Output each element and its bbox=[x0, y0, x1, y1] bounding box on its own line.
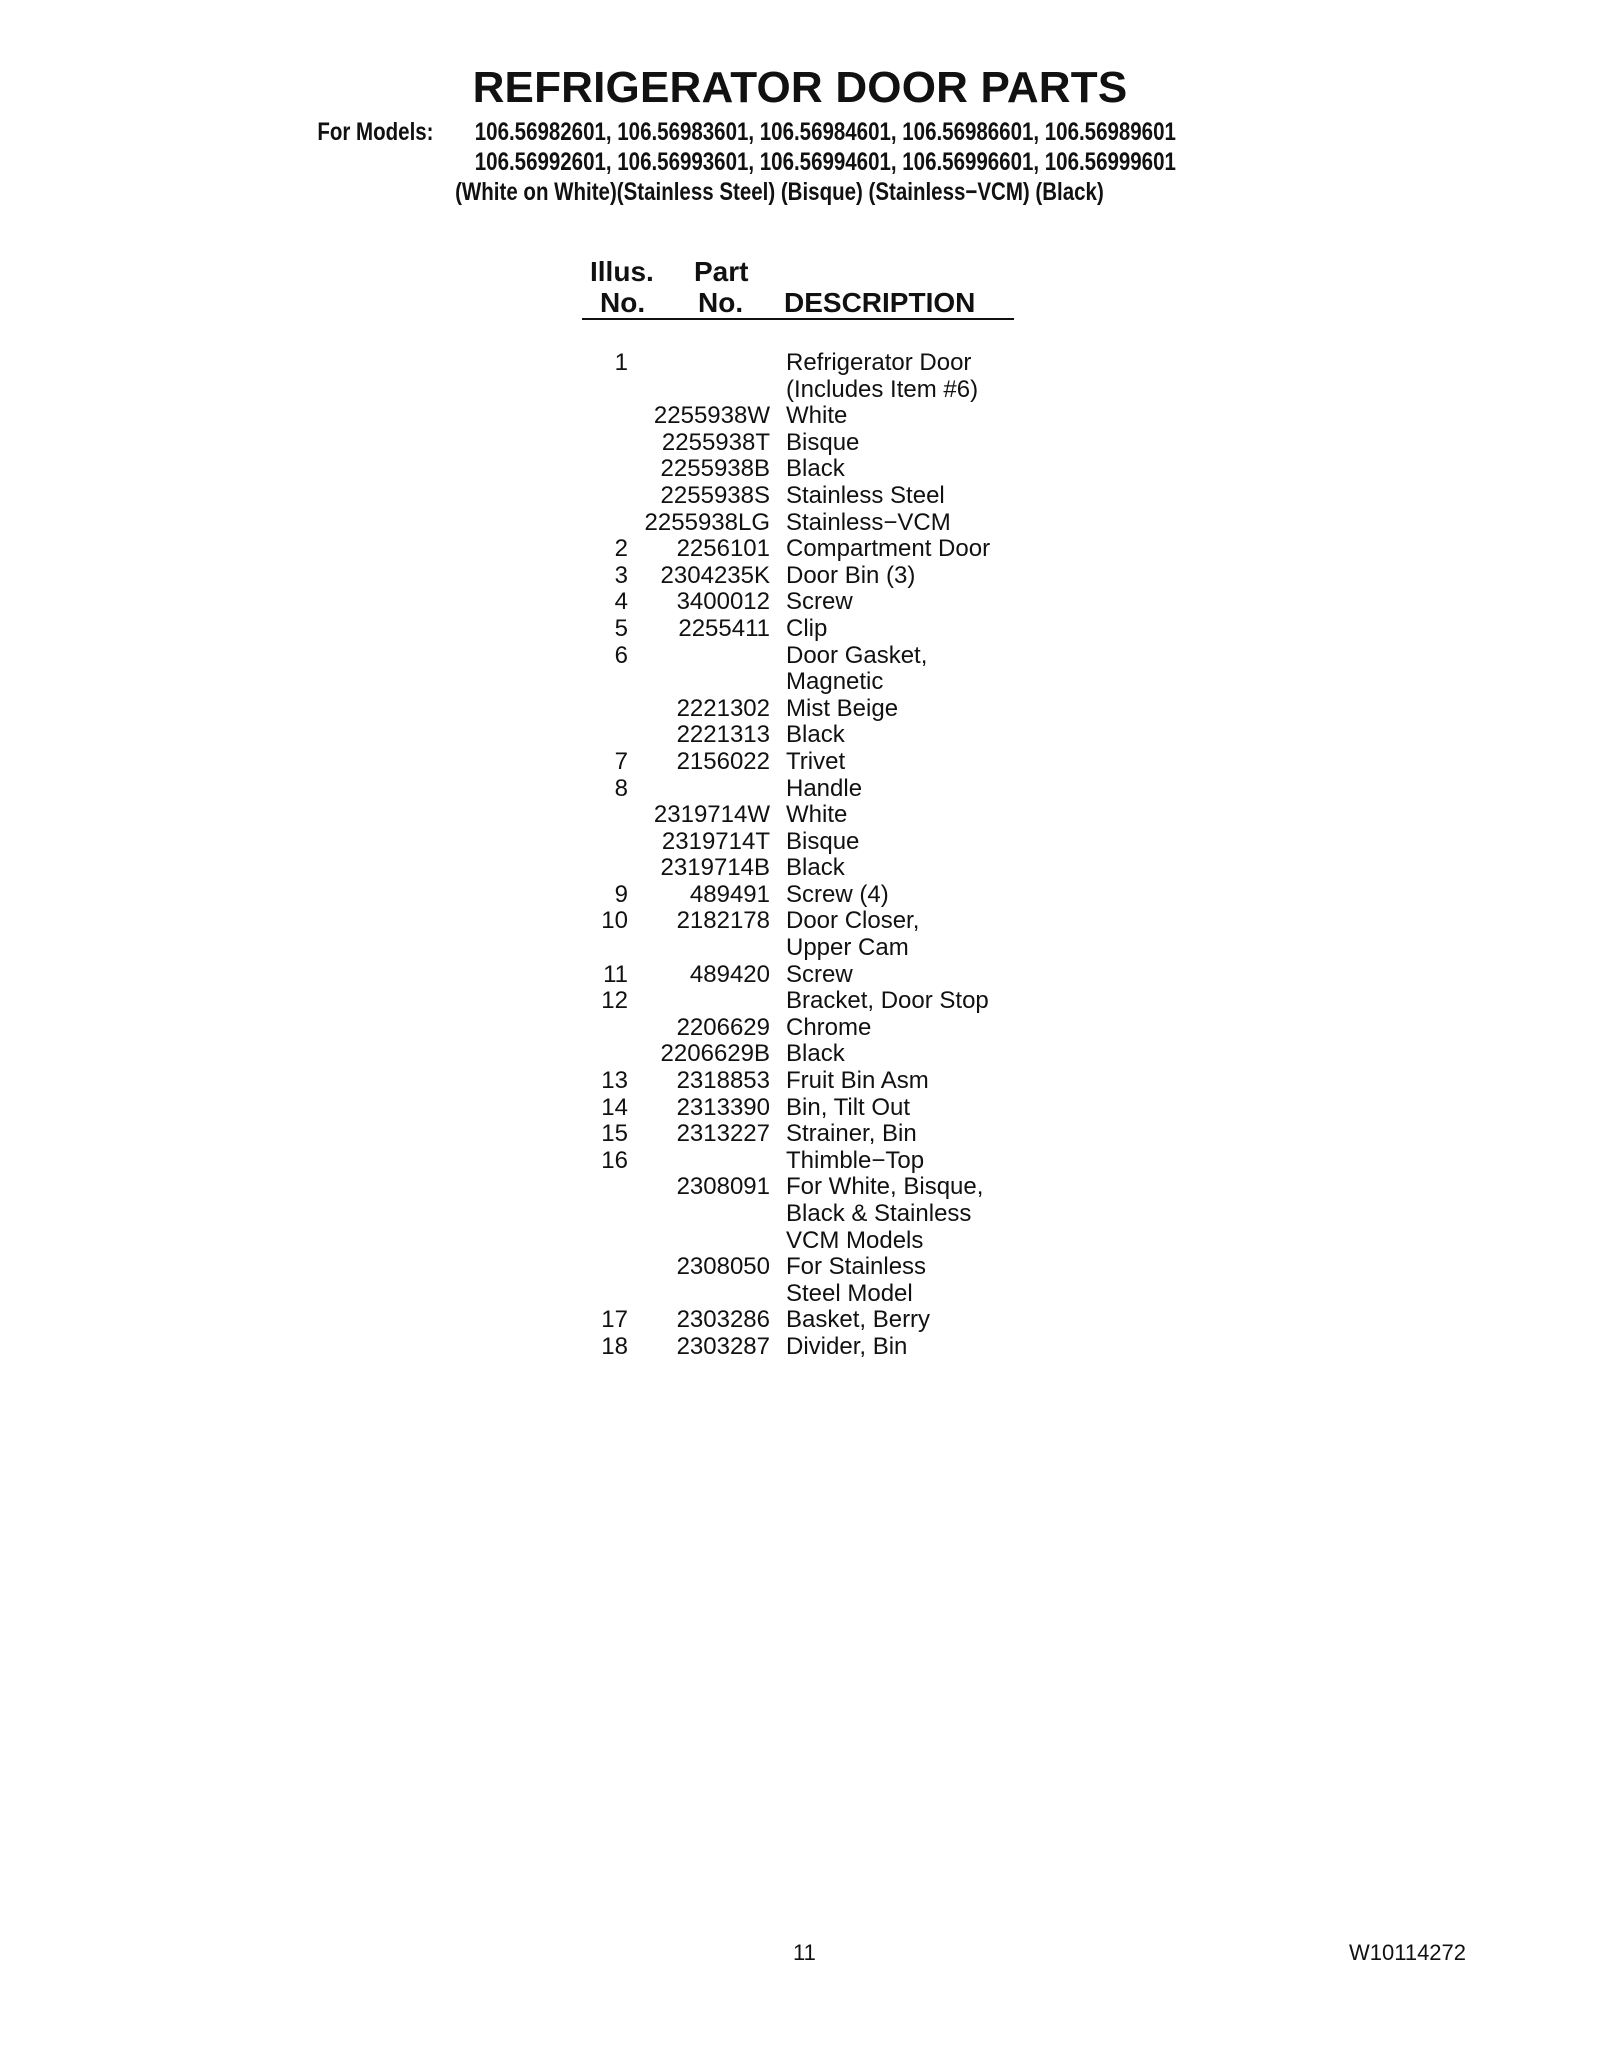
parts-row bbox=[0, 935, 1600, 962]
part-description: Magnetic bbox=[786, 668, 884, 696]
part-description: Screw bbox=[786, 960, 853, 988]
part-header-line-2: No. bbox=[698, 287, 744, 318]
illus-number: 16 bbox=[601, 1146, 628, 1174]
part-number: 2318853 bbox=[676, 1067, 770, 1095]
part-number: 489420 bbox=[689, 960, 770, 988]
parts-row bbox=[0, 1228, 1600, 1255]
part-description: Bisque bbox=[786, 428, 860, 456]
header-rule bbox=[582, 318, 1014, 320]
parts-row bbox=[0, 403, 1600, 430]
part-description: Bisque bbox=[786, 827, 860, 855]
illus-number: 1 bbox=[614, 349, 628, 376]
parts-row bbox=[0, 589, 1600, 616]
part-number: 2206629B bbox=[660, 1040, 770, 1068]
page-number: 11 bbox=[793, 1940, 816, 1965]
parts-row bbox=[0, 1148, 1600, 1175]
parts-list bbox=[0, 350, 1600, 1361]
illus-number: 11 bbox=[603, 960, 628, 988]
part-number: 2255411 bbox=[678, 614, 770, 642]
part-description: For Stainless bbox=[786, 1253, 927, 1281]
part-description: Refrigerator Door bbox=[786, 349, 972, 376]
part-description: Screw (4) bbox=[786, 880, 889, 908]
parts-row bbox=[0, 510, 1600, 537]
parts-row bbox=[0, 1334, 1600, 1361]
models-colors: (White on White)(Stainless Steel) (Bisque) (Stainless−VCM) (Black) bbox=[455, 178, 1104, 206]
illus-number: 4 bbox=[614, 588, 628, 616]
part-description: Steel Model bbox=[786, 1279, 913, 1307]
description-header: DESCRIPTION bbox=[784, 287, 976, 318]
parts-row bbox=[0, 988, 1600, 1015]
part-description: Strainer, Bin bbox=[786, 1120, 917, 1148]
parts-row bbox=[0, 643, 1600, 670]
parts-row bbox=[0, 483, 1600, 510]
parts-row bbox=[0, 456, 1600, 483]
part-description: Stainless−VCM bbox=[786, 508, 951, 536]
parts-row bbox=[0, 350, 1600, 377]
parts-row bbox=[0, 722, 1600, 749]
illus-number: 2 bbox=[614, 535, 628, 563]
parts-row bbox=[0, 749, 1600, 776]
part-number: 2256101 bbox=[676, 535, 770, 563]
parts-row bbox=[0, 1174, 1600, 1201]
parts-row bbox=[0, 908, 1600, 935]
part-description: Black bbox=[786, 721, 845, 749]
part-description: VCM Models bbox=[786, 1226, 924, 1254]
part-description: Clip bbox=[786, 614, 828, 642]
page-title: REFRIGERATOR DOOR PARTS bbox=[472, 63, 1128, 112]
part-number: 2255938W bbox=[653, 402, 770, 430]
part-description: For White, Bisque, bbox=[786, 1173, 984, 1201]
part-number: 2255938B bbox=[660, 455, 770, 483]
part-description: White bbox=[786, 801, 848, 829]
part-description: (Includes Item #6) bbox=[786, 375, 979, 403]
parts-row bbox=[0, 1254, 1600, 1281]
illus-number: 18 bbox=[601, 1332, 628, 1360]
part-description: Bin, Tilt Out bbox=[786, 1093, 911, 1121]
parts-row bbox=[0, 1068, 1600, 1095]
part-number: 2313227 bbox=[676, 1120, 770, 1148]
part-number: 2319714B bbox=[660, 854, 770, 882]
illus-header-line-1: Illus. bbox=[590, 256, 654, 287]
parts-row bbox=[0, 802, 1600, 829]
part-description: White bbox=[786, 402, 848, 430]
part-number: 2319714W bbox=[653, 801, 770, 829]
part-number: 489491 bbox=[689, 880, 770, 908]
part-number: 2308050 bbox=[676, 1253, 770, 1281]
parts-row bbox=[0, 616, 1600, 643]
document-number: W10114272 bbox=[1349, 1940, 1467, 1965]
illus-number: 13 bbox=[601, 1067, 628, 1095]
illus-number: 8 bbox=[614, 774, 628, 802]
illus-number: 12 bbox=[601, 987, 628, 1015]
part-description: Chrome bbox=[786, 1013, 872, 1041]
part-description: Trivet bbox=[786, 747, 846, 775]
parts-row bbox=[0, 563, 1600, 590]
illus-number: 5 bbox=[614, 614, 628, 642]
part-description: Bracket, Door Stop bbox=[786, 987, 989, 1015]
part-number: 2303286 bbox=[676, 1306, 770, 1334]
part-description: Black bbox=[786, 1040, 845, 1068]
part-number: 3400012 bbox=[676, 588, 770, 616]
part-description: Black bbox=[786, 854, 845, 882]
part-description: Handle bbox=[786, 774, 863, 802]
parts-row bbox=[0, 1281, 1600, 1308]
part-number: 2182178 bbox=[676, 907, 770, 935]
models-line-2: 106.56992601, 106.56993601, 106.56994601, 106.56996601, 106.56999601 bbox=[474, 148, 1176, 176]
parts-row bbox=[0, 1041, 1600, 1068]
part-number: 2308091 bbox=[676, 1173, 770, 1201]
part-number: 2304235K bbox=[660, 561, 770, 589]
part-number: 2221302 bbox=[676, 694, 770, 722]
illus-number: 15 bbox=[601, 1120, 628, 1148]
illus-number: 7 bbox=[614, 747, 628, 775]
illus-number: 3 bbox=[614, 561, 628, 589]
part-description: Door Closer, bbox=[786, 907, 920, 935]
parts-row bbox=[0, 962, 1600, 989]
illus-number: 17 bbox=[601, 1306, 628, 1334]
part-description: Basket, Berry bbox=[786, 1306, 931, 1334]
parts-row bbox=[0, 855, 1600, 882]
part-description: Black & Stainless bbox=[786, 1200, 972, 1227]
parts-row bbox=[0, 536, 1600, 563]
part-description: Screw bbox=[786, 588, 853, 616]
parts-row bbox=[0, 1307, 1600, 1334]
part-description: Fruit Bin Asm bbox=[786, 1067, 929, 1095]
illus-header-line-2: No. bbox=[600, 287, 646, 318]
parts-row bbox=[0, 1201, 1600, 1228]
part-number: 2319714T bbox=[661, 827, 770, 855]
part-description: Black bbox=[786, 455, 845, 483]
part-description: Door Bin (3) bbox=[786, 561, 916, 589]
part-number: 2255938S bbox=[660, 481, 770, 509]
parts-row bbox=[0, 430, 1600, 457]
parts-row bbox=[0, 377, 1600, 404]
parts-row bbox=[0, 829, 1600, 856]
parts-row bbox=[0, 1121, 1600, 1148]
part-number: 2303287 bbox=[676, 1332, 770, 1360]
part-number: 2255938LG bbox=[644, 508, 770, 536]
part-description: Divider, Bin bbox=[786, 1332, 908, 1360]
part-number: 2221313 bbox=[676, 721, 770, 749]
parts-row bbox=[0, 669, 1600, 696]
part-description: Mist Beige bbox=[786, 694, 899, 722]
part-number: 2206629 bbox=[676, 1013, 770, 1041]
illus-number: 9 bbox=[614, 880, 628, 908]
parts-row bbox=[0, 1015, 1600, 1042]
part-description: Upper Cam bbox=[786, 934, 909, 962]
models-label: For Models: bbox=[317, 118, 434, 146]
part-description: Thimble−Top bbox=[786, 1146, 925, 1174]
part-description: Stainless Steel bbox=[786, 481, 945, 509]
part-description: Compartment Door bbox=[786, 535, 991, 563]
illus-number: 10 bbox=[601, 907, 628, 935]
part-header-line-1: Part bbox=[694, 256, 749, 287]
parts-row bbox=[0, 1095, 1600, 1122]
models-line-1: 106.56982601, 106.56983601, 106.56984601, 106.56986601, 106.56989601 bbox=[474, 118, 1176, 146]
illus-number: 14 bbox=[601, 1093, 628, 1121]
part-number: 2313390 bbox=[676, 1093, 770, 1121]
part-description: Door Gasket, bbox=[786, 641, 928, 669]
illus-number: 6 bbox=[614, 641, 628, 669]
part-number: 2255938T bbox=[661, 428, 770, 456]
parts-row bbox=[0, 776, 1600, 803]
part-number: 2156022 bbox=[676, 747, 770, 775]
parts-row bbox=[0, 696, 1600, 723]
parts-row bbox=[0, 882, 1600, 909]
